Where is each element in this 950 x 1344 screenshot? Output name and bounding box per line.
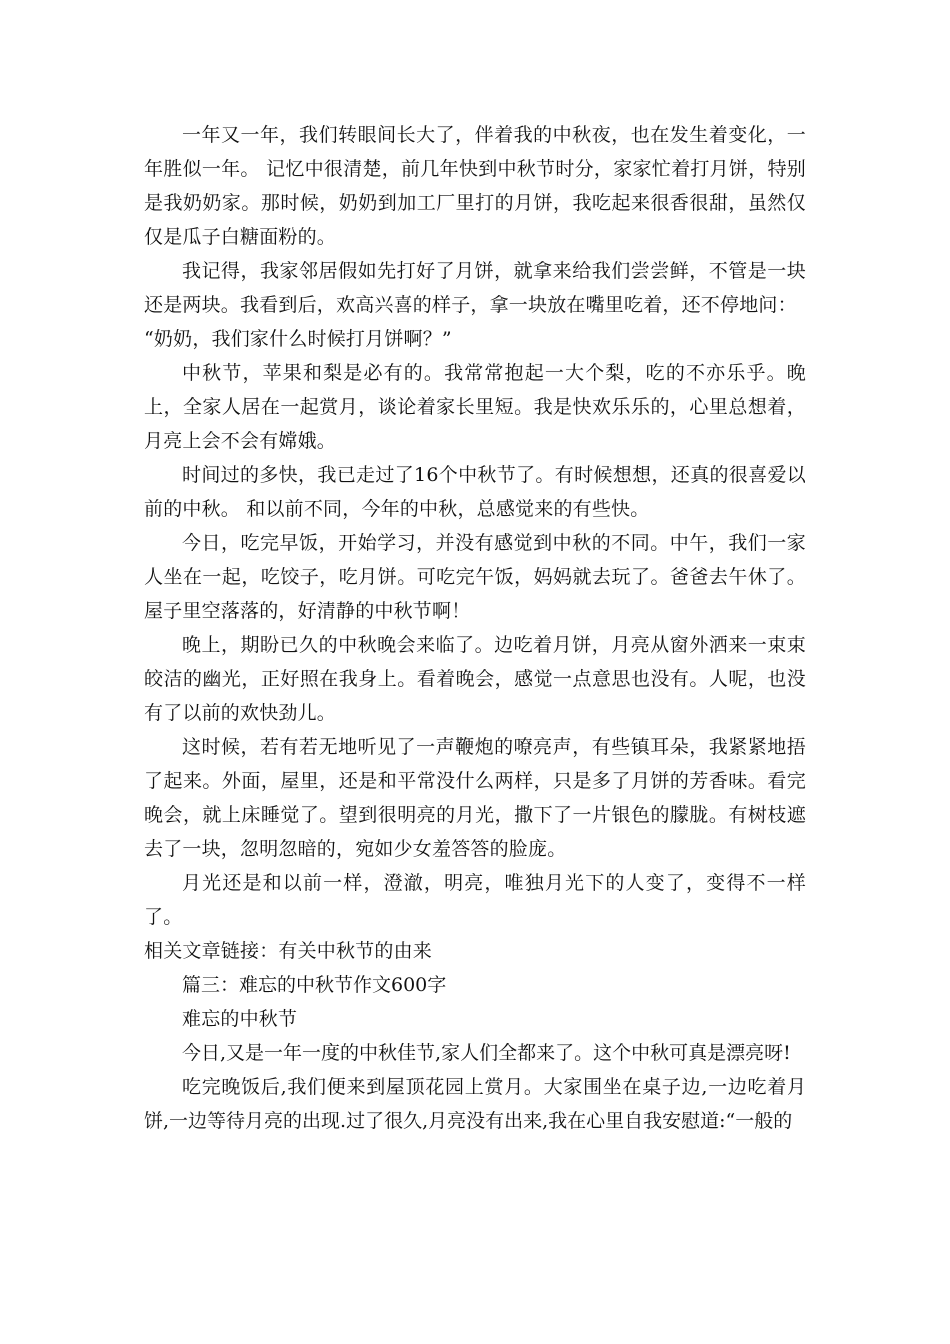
paragraph: 晚上，期盼已久的中秋晚会来临了。边吃着月饼，月亮从窗外洒来一束束皎洁的幽光，正好照在我身上。看着晚会，感觉一点意思也没有。人呢，也没有了以前的欢快劲儿。	[144, 634, 806, 724]
section-heading: 篇三：难忘的中秋节作文600字	[182, 974, 447, 996]
paragraph: 吃完晚饭后,我们便来到屋顶花园上赏月。大家围坐在桌子边,一边吃着月饼,一边等待月亮的出现.过了很久,月亮没有出来,我在心里自我安慰道:“一般的	[144, 1076, 806, 1132]
paragraph: 时间过的多快，我已走过了16个中秋节了。有时候想想，还真的很喜爱以前的中秋。 和以前不同，今年的中秋，总感觉来的有些快。	[144, 464, 806, 520]
paragraph: 月光还是和以前一样，澄澈，明亮，唯独月光下的人变了，变得不一样了。	[144, 872, 806, 928]
paragraph: “奶奶，我们家什么时候打月饼啊？”	[144, 328, 452, 350]
article-title: 难忘的中秋节	[182, 1008, 298, 1030]
paragraph: 我记得，我家邻居假如先打好了月饼，就拿来给我们尝尝鲜，不管是一块还是两块。我看到后，欢高兴喜的样子，拿一块放在嘴里吃着，还不停地问：	[144, 260, 806, 316]
document-page	[144, 118, 806, 1138]
paragraph: 中秋节，苹果和梨是必有的。我常常抱起一大个梨，吃的不亦乐乎。晚上，全家人居在一起赏月，谈论着家长里短。我是快欢乐乐的，心里总想着，月亮上会不会有嫦娥。	[144, 362, 806, 452]
paragraph: 这时候，若有若无地听见了一声鞭炮的嘹亮声，有些镇耳朵，我紧紧地捂了起来。外面，屋里，还是和平常没什么两样，只是多了月饼的芳香味。看完晚会，就上床睡觉了。望到很明亮的月光，撒下了一片银色的朦胧。有树枝遮去了一块，忽明忽暗的，宛如少女羞答答的脸庞。	[144, 736, 806, 860]
paragraph: 今日,又是一年一度的中秋佳节,家人们全都来了。这个中秋可真是漂亮呀!	[182, 1042, 791, 1064]
paragraph: 今日，吃完早饭，开始学习，并没有感觉到中秋的不同。中午，我们一家人坐在一起，吃饺子，吃月饼。可吃完午饭，妈妈就去玩了。爸爸去午休了。屋子里空落落的，好清静的中秋节啊！	[144, 532, 806, 622]
related-article-link[interactable]: 相关文章链接：有关中秋节的由来	[144, 940, 433, 962]
paragraph: 一年又一年，我们转眼间长大了，伴着我的中秋夜，也在发生着变化，一年胜似一年。 记忆中很清楚，前几年快到中秋节时分，家家忙着打月饼，特别是我奶奶家。那时候，奶奶到加工厂里打的月饼，我吃起来很香很甜，虽然仅仅是瓜子白糖面粉的。	[144, 124, 806, 248]
